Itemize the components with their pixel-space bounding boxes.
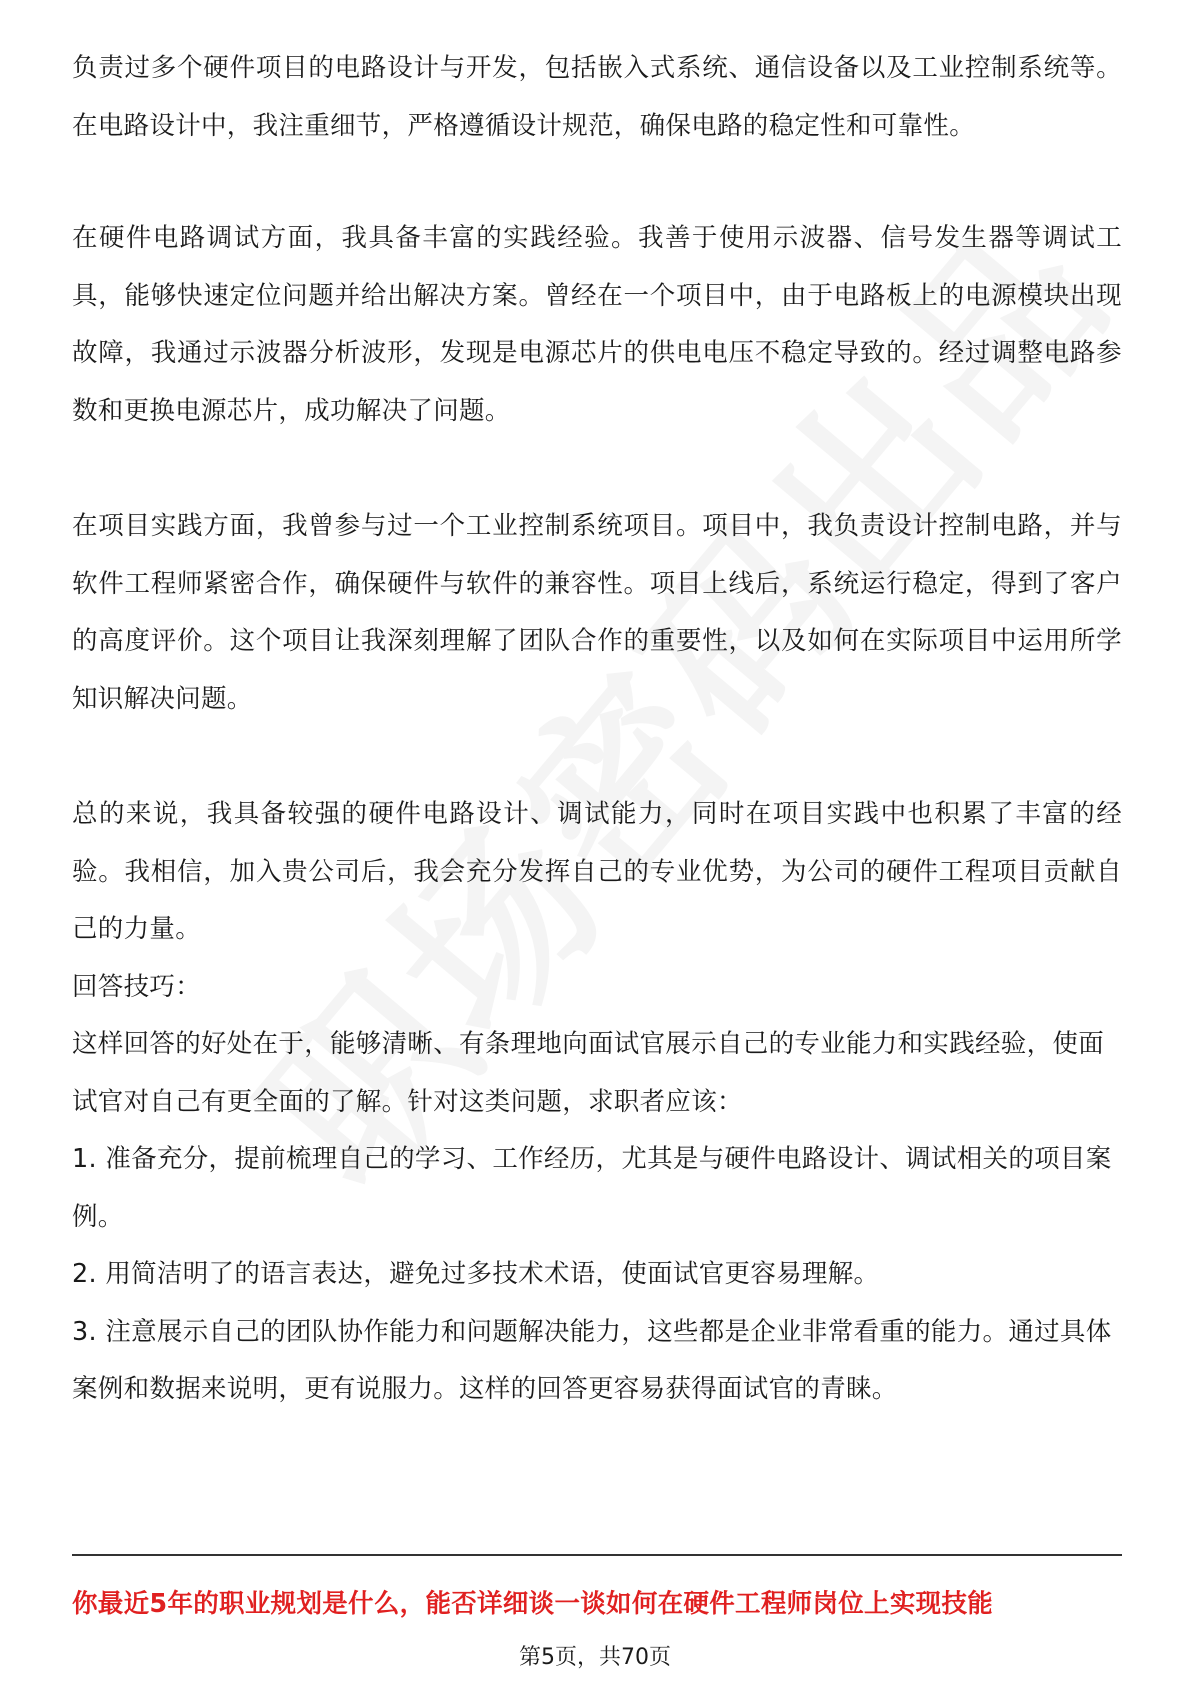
paragraph-project-practice: 在项目实践方面，我曾参与过一个工业控制系统项目。项目中，我负责设计控制电路，并与软件工程师紧密合作，确保硬件与软件的兼容性。项目上线后，系统运行稳定，得到了客户的高度评价。这个项目让我深刻理解了团队合作的重要性，以及如何在实际项目中运用所学知识解决问题。 xyxy=(72,511,1122,714)
tips-heading: 回答技巧： xyxy=(72,971,202,1002)
answer-tips-section xyxy=(72,959,1122,1419)
document-body xyxy=(72,40,1122,1419)
footer-divider xyxy=(72,1554,1122,1556)
page-number: 第5页，共70页 xyxy=(519,1645,671,1670)
paragraph-debugging: 在硬件电路调试方面，我具备丰富的实践经验。我善于使用示波器、信号发生器等调试工具，能够快速定位问题并给出解决方案。曾经在一个项目中，由于电路板上的电源模块出现故障，我通过示波器分析波形，发现是电源芯片的供电电压不稳定导致的。经过调整电路参数和更换电源芯片，成功解决了问题。 xyxy=(72,223,1122,426)
tips-intro: 这样回答的好处在于，能够清晰、有条理地向面试官展示自己的专业能力和实践经验，使面试官对自己有更全面的了解。针对这类问题，求职者应该： xyxy=(72,1029,1105,1117)
paragraph-circuit-design: 负责过多个硬件项目的电路设计与开发，包括嵌入式系统、通信设备以及工业控制系统等。在电路设计中，我注重细节，严格遵循设计规范，确保电路的稳定性和可靠性。 xyxy=(72,53,1122,141)
tip-item-3: 3. 注意展示自己的团队协作能力和问题解决能力，这些都是企业非常看重的能力。通过具体案例和数据来说明，更有说服力。这样的回答更容易获得面试官的青睐。 xyxy=(72,1316,1112,1404)
tip-item-2: 2. 用简洁明了的语言表达，避免过多技术术语，使面试官更容易理解。 xyxy=(72,1259,880,1289)
next-question-title: 你最近5年的职业规划是什么，能否详细谈一谈如何在硬件工程师岗位上实现技能 xyxy=(72,1589,994,1619)
paragraph-summary: 总的来说，我具备较强的硬件电路设计、调试能力，同时在项目实践中也积累了丰富的经验。我相信，加入贵公司后，我会充分发挥自己的专业优势，为公司的硬件工程项目贡献自己的力量。 xyxy=(72,799,1122,944)
tip-item-1: 1. 准备充分，提前梳理自己的学习、工作经历，尤其是与硬件电路设计、调试相关的项目案例。 xyxy=(72,1144,1112,1232)
